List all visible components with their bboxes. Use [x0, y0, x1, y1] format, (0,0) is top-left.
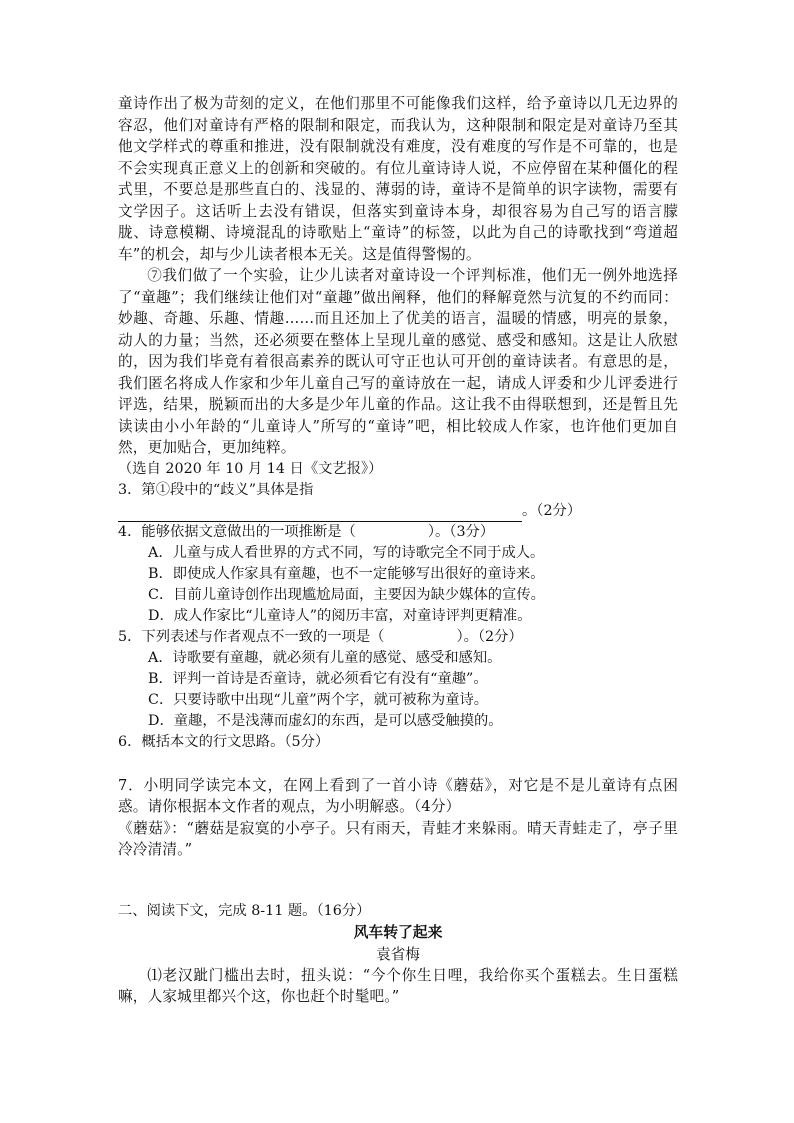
question-3-answer-row — [118, 501, 678, 522]
question-4-option-c: C．目前儿童诗创作出现尴尬局面，主要因为缺少媒体的宣传。 — [148, 586, 545, 603]
question-5-option-a: A．诗歌要有童趣，就必须有儿童的感觉、感受和感知。 — [148, 649, 502, 666]
question-7-poem: 《蘑菇》：“蘑菇是寂寞的小亭子。只有雨天，青蛙才来躲雨。晴天青蛙走了，亭子里冷冷清清。” — [118, 819, 678, 858]
question-5-option-b: B．评判一首诗是否童诗，就必须看它有没有“童趣”。 — [148, 670, 488, 687]
question-4-option-a: A．儿童与成人看世界的方式不同，写的诗歌完全不同于成人。 — [148, 544, 545, 561]
passage-source: （选自 2020 年 10 月 14 日《文艺报》） — [118, 460, 383, 477]
question-4-option-d: D．成人作家比“儿童诗人”的阅历丰富，对童诗评判更精准。 — [148, 607, 532, 624]
story-author: 袁省梅 — [376, 945, 420, 963]
question-5-stem — [118, 627, 678, 648]
passage-paragraph-continued: 童诗作出了极为苛刻的定义，在他们那里不可能像我们这样，给予童诗以几无边界的容忍，他们对童诗有严格的限制和限定，而我认为，这种限制和限定是对童诗乃至其他文学样式的尊重和推进，没有限制就没有难度，没有难度的写作是不可靠的，也是不会实现真正意义上的创新和突破的。有位儿童诗诗人说，不应停留在某种僵化的程式里，不要总是那些直白的、浅显的、薄弱的诗，童诗不是简单的识字读物，需要有文学因子。这话听上去没有错误，但落实到童诗本身，却很容易为自己写的语言朦胧、诗意模糊、诗境混乱的诗歌贴上“童诗”的标签，以此为自己的诗歌找到“弯道超车”的机会，却与少儿读者根本无关。这是值得警惕的。 — [118, 95, 678, 263]
question-5-option-c: C．只要诗歌中出现“儿童”两个字，就可被称为童诗。 — [148, 691, 489, 708]
story-paragraph-1: ⑴老汉跐门槛出去时，扭头说：“今个你生日哩，我给你买个蛋糕去。生日蛋糕嘛，人家城里都兴个这，你也赶个时髦吧。” — [118, 966, 678, 1005]
question-4-stem — [118, 522, 678, 543]
question-4-stem-text: 4．能够依据文意做出的一项推断是（ — [118, 523, 356, 540]
story-title: 风车转了起来 — [353, 923, 443, 941]
passage-paragraph-7: ⑦我们做了一个实验，让少儿读者对童诗设一个评判标准，他们无一例外地选择了“童趣”；我们继续让他们对“童趣”做出阐释，他们的释解竟然与沆复的不约而同：妙趣、奇趣、乐趣、情趣……而且还加上了优美的语言，温暖的情感，明亮的景象，动人的力量；当然，还必须要在整体上呈现儿童的感觉、感受和感知。这是让人欣慰的，因为我们毕竟有着很高素养的既认可守正也认可开创的童诗读者。有意思的是，我们匿名将成人作家和少年儿童自己写的童诗放在一起，请成人评委和少儿评委进行评选，结果，脱颖而出的大多是少年儿童的作品。这让我不由得联想到，还是暂且先读读由小小年龄的“儿童诗人”所写的“童诗”吧，相比较成人作家，也许他们更加自然，更加贴合，更加纯粹。 — [118, 267, 678, 456]
question-5-score: ）。（2分） — [456, 628, 523, 645]
answer-blank-line[interactable] — [118, 505, 522, 522]
answer-space[interactable] — [118, 753, 678, 775]
question-3-score: 。（2分） — [522, 502, 582, 519]
question-6-stem: 6．概括本文的行文思路。（5分） — [118, 733, 330, 750]
question-3-stem: 3．第①段中的“歧义”具体是指 — [118, 481, 314, 498]
question-5-stem-text: 5．下列表述与作者观点不一致的一项是（ — [118, 628, 385, 645]
section-2-heading: 二、阅读下文，完成 8-11 题。（16分） — [118, 902, 371, 919]
question-7-stem: 7．小明同学读完本文，在网上看到了一首小诗《蘑菇》，对它是不是儿童诗有点困惑。请你根据本文作者的观点，为小明解惑。（4分） — [118, 776, 678, 815]
document-page — [118, 93, 678, 1008]
question-4-option-b: B．即使成人作家具有童趣，也不一定能够写出很好的童诗来。 — [148, 565, 545, 582]
question-5-option-d: D．童趣，不是浅薄而虚幻的东西，是可以感受触摸的。 — [148, 712, 503, 729]
answer-space[interactable] — [118, 861, 678, 901]
question-4-score: ）。（3分） — [427, 523, 495, 540]
